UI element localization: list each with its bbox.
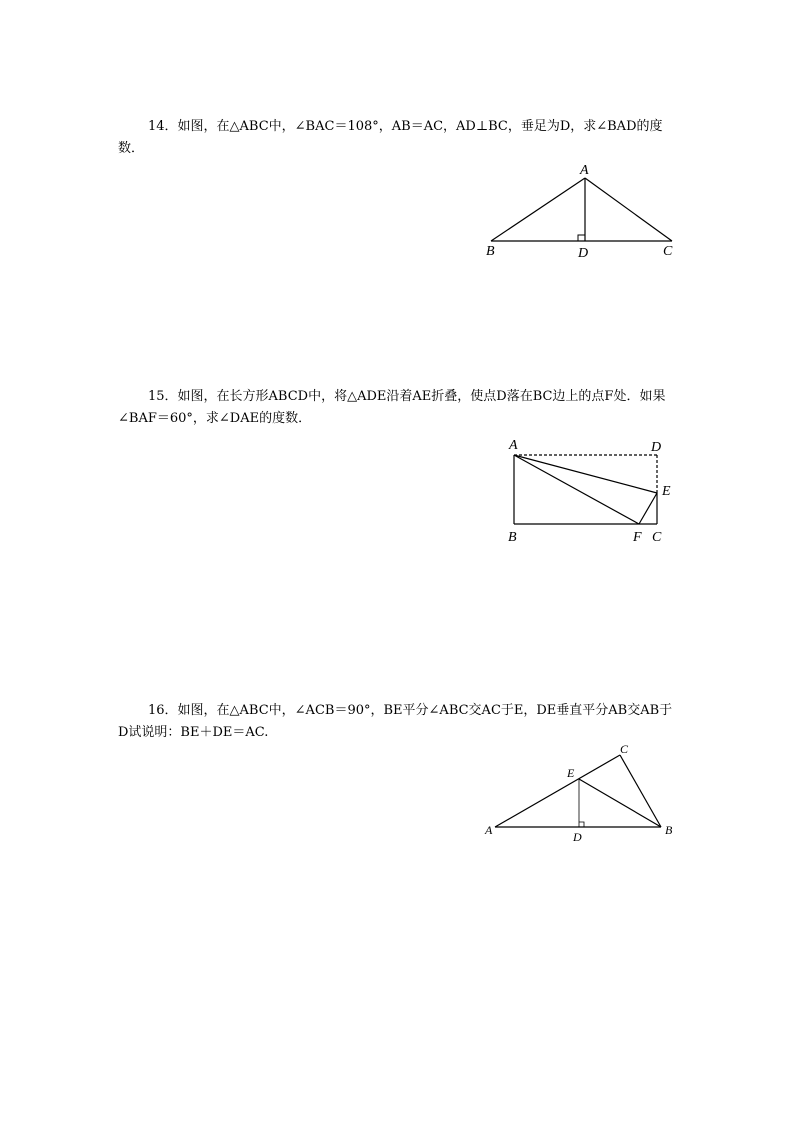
fig14-line-ac (585, 178, 672, 241)
fig16-label-b: B (665, 823, 673, 837)
fig14-line-ab (491, 178, 585, 241)
fig16-label-d: D (573, 830, 582, 844)
fig14-label-a: A (580, 163, 589, 178)
problem-16-text: 16．如图，在△ABC中，∠ACB＝90°，BE平分∠ABC交AC于E，DE垂直平分AB交AB于D试说明：BE＋DE＝AC. (118, 703, 673, 740)
fig15-label-f: F (633, 530, 642, 545)
fig15-label-c: C (652, 530, 662, 545)
fig16-line-cb (620, 755, 661, 827)
figure-15 (514, 455, 657, 524)
fig16-right-angle-mark (579, 822, 584, 827)
fig15-label-e: E (662, 484, 671, 499)
fig14-right-angle-mark (578, 235, 585, 241)
fig15-line-fe (639, 493, 657, 524)
fig15-line-ae (514, 455, 657, 493)
problem-15-text: 15．如图，在长方形ABCD中，将△ADE沿着AE折叠，使点D落在BC边上的点F处．如果∠BAF＝60°，求∠DAE的度数． (118, 389, 666, 426)
fig16-line-ac (495, 755, 620, 827)
fig16-label-c: C (620, 742, 629, 756)
fig16-label-e: E (567, 766, 575, 780)
fig15-label-d: D (651, 440, 662, 455)
figure-14 (491, 178, 672, 241)
fig16-line-eb (579, 779, 661, 827)
problem-14-text: 14．如图，在△ABC中，∠BAC＝108°，AB＝AC，AD⊥BC，垂足为D，求∠BAD的度数． (118, 119, 663, 156)
fig15-label-b: B (508, 530, 517, 545)
fig15-label-a: A (509, 438, 518, 453)
fig14-label-d: D (578, 246, 589, 261)
fig16-label-a: A (485, 823, 493, 837)
fig15-line-af (514, 455, 639, 524)
fig14-label-c: C (663, 244, 673, 259)
fig14-label-b: B (486, 244, 495, 259)
figure-16 (495, 755, 661, 827)
